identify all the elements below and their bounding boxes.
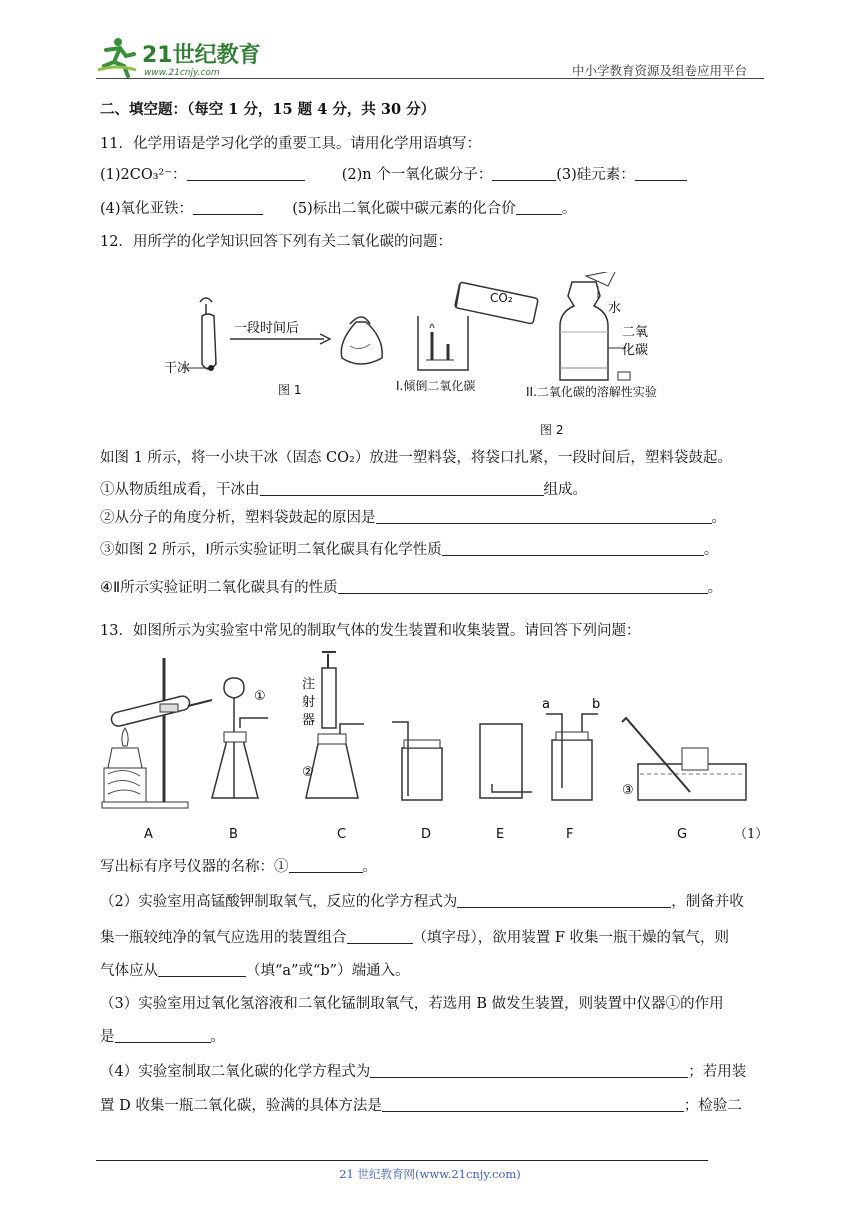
q13-blank1[interactable] xyxy=(289,858,363,873)
q13-p2-b: ，制备并收 xyxy=(671,894,744,910)
fig2-caption-2: II.二氧化碳的溶解性实验 xyxy=(526,385,657,399)
port-a-label: a xyxy=(542,697,550,712)
q13-blank4[interactable] xyxy=(158,962,246,977)
q13-p4-a: （4）实验室制取二氧化碳的化学方程式为 xyxy=(100,1064,371,1080)
co2-bottle-label: CO₂ xyxy=(490,291,513,305)
q11-p5-end: 。 xyxy=(561,201,577,217)
q13-p2-c: 集一瓶较纯净的氧气应选用的装置组合 xyxy=(100,930,347,946)
dry-ice-label: 干冰 xyxy=(164,361,191,376)
label-c: C xyxy=(337,827,347,842)
footer-text: 21 世纪教育网(www.21cnjy.com) xyxy=(339,1167,521,1181)
beaker-candles-drawing xyxy=(418,316,468,370)
q13-blank7[interactable] xyxy=(382,1097,684,1112)
q12-s4-end: 。 xyxy=(707,580,723,596)
q12-s2-end: 。 xyxy=(711,510,726,526)
q13-p2-f: （填“a”或“b”）端通入。 xyxy=(246,963,410,979)
section-title: 二、填空题：（每空 1 分，15 题 4 分，共 30 分） xyxy=(100,101,436,118)
runner-icon xyxy=(98,38,136,76)
q11-blank1[interactable] xyxy=(187,166,305,181)
q12-s2-row xyxy=(100,509,726,527)
q13-blank6[interactable] xyxy=(370,1063,688,1078)
q11-p3: (3)硅元素： xyxy=(556,167,635,183)
label-f: F xyxy=(566,827,574,842)
q11-row1 xyxy=(100,166,687,184)
q12-s2: ②从分子的角度分析，塑料袋鼓起的原因是 xyxy=(100,510,376,526)
q12-s3-text: Ⅰ所示实验证明二氧化碳具有化学性质 xyxy=(205,542,442,558)
q12-s4: ④Ⅱ所示实验证明二氧化碳具有的性质 xyxy=(100,580,338,596)
q12-blank1[interactable] xyxy=(260,481,544,496)
inflated-bag-drawing xyxy=(341,317,382,364)
mark-2: ② xyxy=(302,765,314,780)
fig2-label: 图 2 xyxy=(540,423,564,437)
mark-3: ③ xyxy=(622,783,634,798)
q13-p1-number: （1） xyxy=(734,827,769,842)
q11-blank2[interactable] xyxy=(492,166,556,181)
q11-blank3[interactable] xyxy=(635,166,687,181)
label-d: D xyxy=(421,827,432,842)
logo-text: 21世纪教育 xyxy=(142,43,261,68)
q11-p1: (1)2CO₃²⁻： xyxy=(100,167,187,183)
q13-p1: 写出标有序号仪器的名称：① xyxy=(100,859,289,875)
q13-p4-row2 xyxy=(100,1097,742,1115)
q13-p1-end: 。 xyxy=(362,859,377,875)
q13-p1-row xyxy=(100,858,377,876)
mark-1: ① xyxy=(254,689,266,704)
q11-row2 xyxy=(100,200,576,218)
q13-p2-row3 xyxy=(100,962,410,980)
site-logo xyxy=(96,36,266,78)
header-platform-name: 中小学教育资源及组卷应用平台 xyxy=(572,63,748,78)
q13-p4-b: ；若用装 xyxy=(688,1064,747,1080)
q12-intro: 如图 1 所示，将一小块干冰（固态 CO₂）放进一塑料袋，将袋口扎紧，一段时间后，塑料袋鼓起。 xyxy=(100,450,732,466)
q12-figure xyxy=(160,272,720,442)
plastic-bottle-drawing xyxy=(560,272,630,380)
q12-s1: ①从物质组成看，干冰由 xyxy=(100,482,260,498)
q11-stem: 11．化学用语是学习化学的重要工具。请用化学用语填写： xyxy=(100,136,481,152)
q13-p2-d: （填字母），欲用装置 F 收集一瓶干燥的氧气，则 xyxy=(412,930,730,946)
apparatus-e-drawing xyxy=(480,724,532,798)
q12-blank4[interactable] xyxy=(338,579,708,594)
q13-stem: 13．如图所示为实验室中常见的制取气体的发生装置和收集装置。请回答下列问题： xyxy=(100,623,641,639)
q12-s1-row xyxy=(100,481,587,499)
apparatus-g-drawing xyxy=(622,718,746,800)
q11-blank4[interactable] xyxy=(193,200,263,215)
q12-s4-row xyxy=(100,579,722,597)
q13-p3-b: 是 xyxy=(100,1029,115,1045)
apparatus-a-drawing xyxy=(102,658,212,808)
apparatus-d-drawing xyxy=(392,722,442,800)
q12-blank3[interactable] xyxy=(442,541,704,556)
q11-p5: (5)标出二氧化碳中碳元素的化合价 xyxy=(292,201,516,217)
q13-blank5[interactable] xyxy=(115,1028,211,1043)
label-a: A xyxy=(144,827,153,842)
q12-blank2[interactable] xyxy=(376,509,712,524)
q13-blank3[interactable] xyxy=(347,929,413,944)
syringe-label-2: 射 xyxy=(302,695,316,710)
apparatus-f-drawing xyxy=(546,714,598,800)
q11-blank5[interactable] xyxy=(516,200,562,215)
port-b-label: b xyxy=(592,697,601,712)
q13-p3-end: 。 xyxy=(210,1029,225,1045)
q13-p4-d: ；检验二 xyxy=(683,1098,742,1114)
fig1-caption: 图 1 xyxy=(278,383,302,397)
q11-p2: (2)n 个一氧化碳分子： xyxy=(341,167,493,183)
label-b: B xyxy=(229,827,238,842)
label-e: E xyxy=(496,827,505,842)
q13-p4-c: 置 D 收集一瓶二氧化碳，验满的具体方法是 xyxy=(100,1098,382,1114)
logo-url: www.21cnjy.com xyxy=(144,68,220,78)
q12-s3-end: 。 xyxy=(703,542,719,558)
q13-p2-e: 气体应从 xyxy=(100,963,158,979)
q13-p3-row2 xyxy=(100,1028,225,1046)
water-label: 水 xyxy=(608,301,622,316)
q12-s3-row xyxy=(100,541,718,559)
q13-p2-row1 xyxy=(100,893,744,911)
q12-s3: ③如图 2 所示， xyxy=(100,542,206,558)
fig2-caption-1: I.倾倒二氧化碳 xyxy=(396,379,476,393)
syringe-label-1: 注 xyxy=(302,677,316,692)
q11-p4: (4)氧化亚铁： xyxy=(100,201,194,217)
fig1-arrow-label: 一段时间后 xyxy=(234,321,300,336)
q12-stem: 12．用所学的化学知识回答下列有关二氧化碳的问题： xyxy=(100,234,452,250)
q12-s1-end: 组成。 xyxy=(543,482,587,498)
header-rule xyxy=(96,78,764,79)
q13-p2-a: （2）实验室用高锰酸钾制取氧气，反应的化学方程式为 xyxy=(100,894,458,910)
q13-p2-row2 xyxy=(100,929,729,947)
q13-blank2[interactable] xyxy=(457,893,671,908)
q13-apparatus-figure xyxy=(96,648,769,844)
q13-p3-row1: （3）实验室用过氧化氢溶液和二氧化锰制取氧气，若选用 B 做发生装置，则装置中仪器①的作用 xyxy=(100,996,724,1012)
syringe-label-3: 器 xyxy=(302,713,316,728)
q13-p4-row1 xyxy=(100,1063,746,1081)
co2-label-line2: 化碳 xyxy=(622,343,649,358)
footer-rule xyxy=(96,1160,708,1161)
co2-label-line1: 二氧 xyxy=(622,325,649,340)
label-g: G xyxy=(677,827,688,842)
